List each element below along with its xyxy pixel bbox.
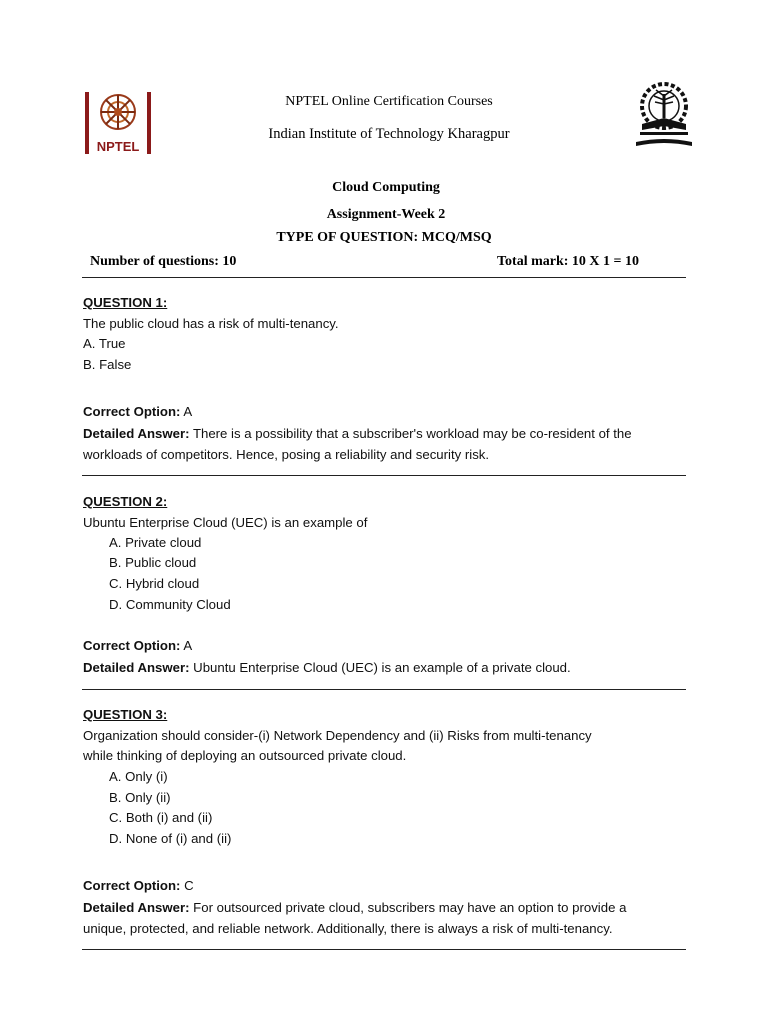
question-2-option-d: D. Community Cloud [109,597,231,612]
question-3-heading: QUESTION 3: [83,707,168,722]
correct-option-label: Correct Option: [83,638,181,653]
divider [82,475,686,476]
question-1-text: The public cloud has a risk of multi-tenancy. [83,316,339,331]
question-3-correct-option [83,878,194,893]
course-title: Cloud Computing [332,180,440,195]
question-1-correct-option [83,404,192,419]
question-2-text: Ubuntu Enterprise Cloud (UEC) is an example of [83,515,368,530]
divider [82,689,686,690]
question-1-option-a: A. True [83,336,126,351]
correct-option-label: Correct Option: [83,878,181,893]
correct-option-value: C [180,878,194,893]
question-2-option-a: A. Private cloud [109,535,202,550]
divider [82,949,686,950]
question-1-answer-line-1 [83,426,632,441]
question-type: TYPE OF QUESTION: MCQ/MSQ [276,230,492,245]
question-2-heading: QUESTION 2: [83,494,168,509]
detailed-answer-text: Ubuntu Enterprise Cloud (UEC) is an example of a private cloud. [189,660,571,675]
detailed-answer-label: Detailed Answer: [83,660,190,675]
detailed-answer-label: Detailed Answer: [83,900,190,915]
question-1-answer-line-2: workloads of competitors. Hence, posing a reliability and security risk. [83,447,490,462]
question-2-option-b: B. Public cloud [109,555,197,570]
correct-option-label: Correct Option: [83,404,181,419]
question-3-answer-line-1 [83,900,626,915]
detailed-answer-label: Detailed Answer: [83,426,190,441]
question-3-answer-line-2: unique, protected, and reliable network. Additionally, there is always a risk of multi-tenancy. [83,921,613,936]
question-3-option-a: A. Only (i) [109,769,168,784]
question-3-option-d: D. None of (i) and (ii) [109,831,232,846]
question-1-heading: QUESTION 1: [83,295,168,310]
org-line-2: Indian Institute of Technology Kharagpur [268,126,510,142]
question-3-text-line-1: Organization should consider-(i) Network Dependency and (ii) Risks from multi-tenancy [83,728,592,743]
question-1-option-b: B. False [83,357,132,372]
question-3-option-c: C. Both (i) and (ii) [109,810,213,825]
correct-option-value: A [180,404,193,419]
number-of-questions: Number of questions: 10 [90,254,237,269]
divider [82,277,686,278]
correct-option-value: A [180,638,193,653]
question-2-answer-line-1 [83,660,571,675]
svg-text:NPTEL: NPTEL [96,139,140,154]
question-3-text-line-2: while thinking of deploying an outsourced private cloud. [83,748,407,763]
org-line-1: NPTEL Online Certification Courses [285,94,493,109]
question-2-option-c: C. Hybrid cloud [109,576,200,591]
question-3-option-b: B. Only (ii) [109,790,171,805]
detailed-answer-text: There is a possibility that a subscriber's workload may be co-resident of the [189,426,632,441]
detailed-answer-text: For outsourced private cloud, subscribers may have an option to provide a [189,900,627,915]
question-2-correct-option [83,638,192,653]
assignment-title: Assignment-Week 2 [326,207,446,222]
total-mark: Total mark: 10 X 1 = 10 [497,254,640,269]
